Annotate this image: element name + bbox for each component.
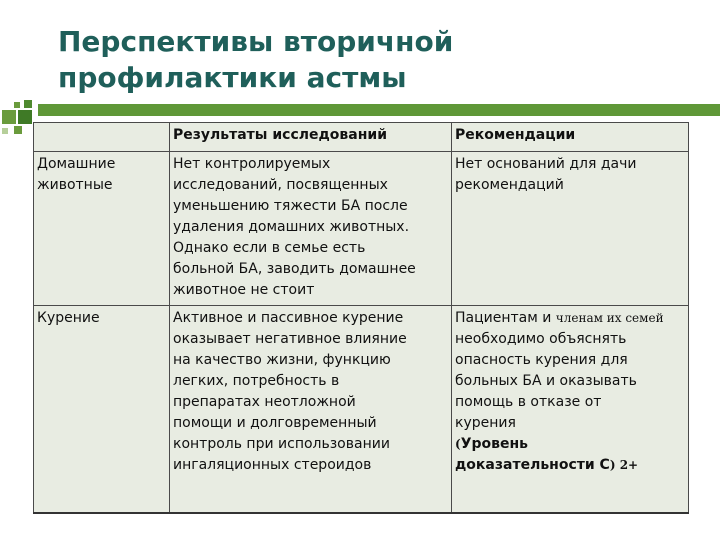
title-divider-bar [38,104,720,116]
cell-text: помощь в отказе от [455,394,602,410]
cell-text: курения [455,415,516,431]
cell-text-part: доказательности С [455,457,610,473]
cell-text-part: Уровень [460,436,529,452]
evidence-level [455,434,685,455]
decor-square [2,128,8,134]
cell-text: опасность курения для [455,352,628,368]
cell-text: контроль при использовании [173,436,390,452]
decor-square [14,102,20,108]
decor-square [18,110,32,124]
cell-text: Курение [37,310,100,326]
cell-text [455,308,685,329]
cell-factor [34,306,170,514]
cell-text: легких, потребность в [173,373,340,389]
cell-text: ингаляционных стероидов [173,457,372,473]
cell-results [170,152,452,306]
cell-text: Однако если в семье есть [173,240,366,256]
page-title [58,24,698,96]
cell-text: Домашние [37,156,116,172]
table-row-pets [34,152,689,306]
cell-text-part: ( [455,437,461,451]
cell-text: оказывает негативное влияние [173,331,407,347]
header-results: Результаты исследований [170,123,452,152]
cell-text: животное не стоит [173,282,315,298]
cell-text: Нет оснований для дачи [455,156,637,172]
table-row-smoking [34,306,689,514]
recommendations-table [33,122,689,514]
title-line-2: профилактики астмы [58,61,407,94]
cell-results [170,306,452,514]
cell-text: препаратах неотложной [173,394,356,410]
cell-text: Нет контролируемых [173,156,331,172]
decor-square [14,126,22,134]
cell-recommendation [452,152,689,306]
cell-text: необходимо объяснять [455,331,627,347]
header-factor [34,123,170,152]
decor-square [24,100,32,108]
cell-text: больной БА, заводить домашнее [173,261,416,277]
cell-text: рекомендаций [455,177,564,193]
table-header-row [34,123,689,152]
cell-text: исследований, посвященных [173,177,388,193]
cell-text: на качество жизни, функцию [173,352,391,368]
decor-square [2,110,16,124]
cell-text: помощи и долговременный [173,415,377,431]
cell-recommendation [452,306,689,514]
cell-text: Активное и пассивное курение [173,310,404,326]
cell-text: удаления домашних животных. [173,219,410,235]
cell-text-part: ) 2+ [609,458,639,472]
title-line-1: Перспективы вторичной [58,25,454,58]
evidence-level [455,455,685,476]
cell-text: уменьшению тяжести БА после [173,198,408,214]
cell-text-part: Пациентам и [455,310,556,326]
cell-text: больных БА и оказывать [455,373,637,389]
cell-text-part: членам их семей [555,311,664,325]
cell-factor [34,152,170,306]
header-recommendations: Рекомендации [452,123,689,152]
cell-text: животные [37,177,113,193]
